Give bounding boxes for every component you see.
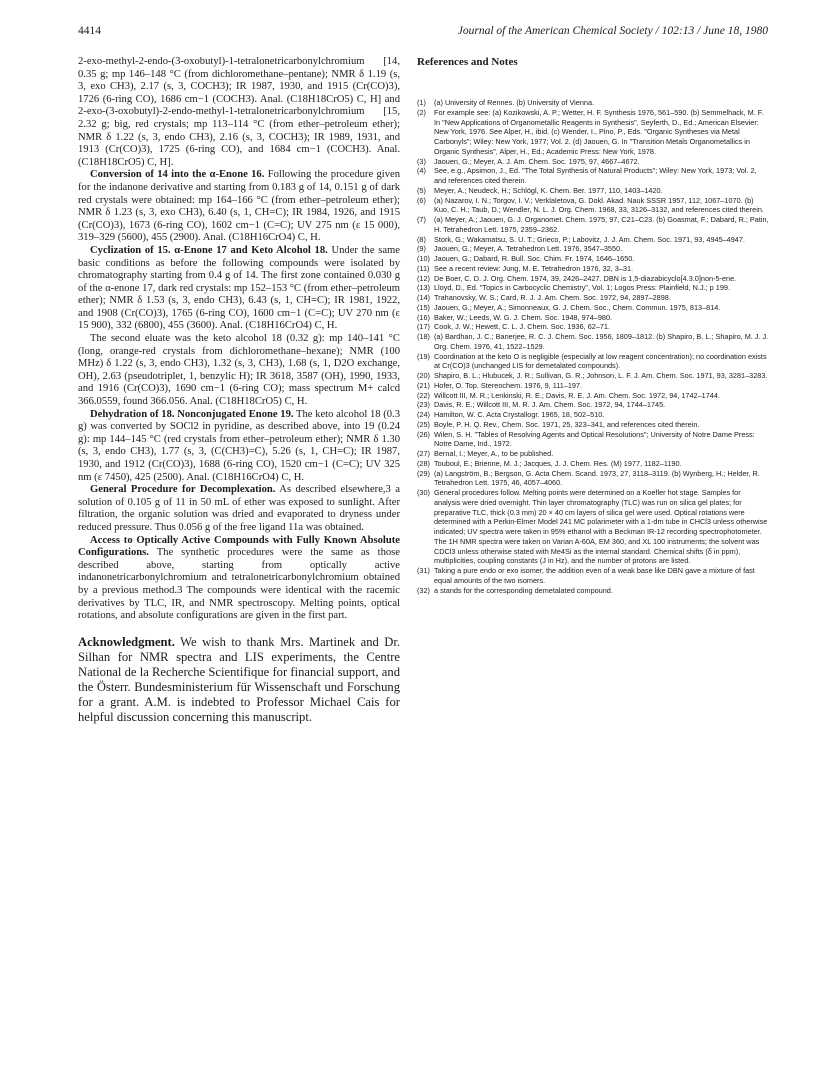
reference-item xyxy=(417,469,769,489)
reference-text: Baker, W.; Leeds, W. G. J. Chem. Soc. 1948, 974–980. xyxy=(434,312,613,322)
section-heading: Dehydration of 18. Nonconjugated Enone 19. xyxy=(90,408,294,420)
reference-text: Cook, J. W.; Hewett, C. L. J. Chem. Soc. 1936, 62–71. xyxy=(434,322,611,332)
reference-number: (10) xyxy=(417,254,430,263)
experimental-column xyxy=(78,56,400,725)
reference-item xyxy=(417,303,769,313)
reference-item xyxy=(417,322,769,332)
reference-number: (20) xyxy=(417,371,430,380)
page-number: 4414 xyxy=(78,25,101,37)
reference-text: Touboul, E.; Brienne, M. J.; Jacques, J. J. Chem. Res. (M) 1977, 1182–1190. xyxy=(434,458,682,468)
reference-number: (23) xyxy=(417,400,430,410)
reference-number: (29) xyxy=(417,468,430,478)
reference-number: (4) xyxy=(417,166,426,176)
reference-item xyxy=(417,566,769,586)
reference-item xyxy=(417,391,769,401)
reference-item xyxy=(417,166,769,186)
paragraph-text: The keto alcohol 18 (0.3 g) was converted by SOCl2 in pyridine, as described above, into 19 (0.24 g): mp 144–145 °C (red crystals from ether–petroleum ether); NMR δ 1.30 (s, 3, endo CH3), 1.77 (s, 3, (C(CH3)=C), 5.26 (s, 1, CH=C); IR 1987, 1930, and 1912 (Cr(CO)3), 1688 (6-ring CO), 1520 cm−1 (C=C); UV 325 nm (ε 7450), 425 (2500). Anal. (C18H16CrO4) C, H. xyxy=(78,408,400,483)
reference-number: (2) xyxy=(417,107,426,117)
reference-text: Willcott III, M. R.; Lenkinski, R. E.; Davis, R. E. J. Am. Chem. Soc. 1972, 94, 1742–1744. xyxy=(434,390,720,400)
reference-item xyxy=(417,410,769,420)
references-title: References and Notes xyxy=(417,56,518,68)
reference-text: Hamilton, W. C. Acta Crystallogr. 1965, 18, 502–510. xyxy=(434,410,605,419)
reference-text: Meyer, A.; Neudeck, H.; Schlögl, K. Chem. Ber. 1977, 110, 1403–1420. xyxy=(434,185,663,195)
reference-number: (19) xyxy=(417,351,430,361)
reference-item xyxy=(417,108,769,157)
reference-item xyxy=(417,244,769,254)
reference-item xyxy=(417,488,769,566)
reference-number: (6) xyxy=(417,195,426,205)
section-heading: General Procedure for Decomplexation. xyxy=(90,484,276,496)
reference-text: (a) Meyer, A.; Jaouen, G. J. Organomet. Chem. 1975, 97, C21–C23. (b) Goasmat, F.; Dabard, R.; Patin, H. Tetrahedron Lett. 1975, 2359–2362. xyxy=(434,215,769,234)
paragraph-optically-active xyxy=(78,535,400,623)
reference-text: Jaouen, G.; Meyer, A. J. Am. Chem. Soc. 1975, 97, 4667–4672. xyxy=(434,156,640,166)
reference-text: Lloyd, D., Ed. "Topics in Carbocyclic Chemistry", Vol. 1; Logos Press: Plainfield, N.J.; p 199. xyxy=(434,283,730,293)
reference-number: (1) xyxy=(417,98,426,107)
reference-text: See a recent review: Jung, M. E. Tetrahedron 1976, 32, 3–31. xyxy=(434,263,634,273)
reference-item xyxy=(417,157,769,167)
reference-item xyxy=(417,283,769,293)
reference-item xyxy=(417,586,769,596)
reference-item xyxy=(417,332,769,352)
reference-text: For example see: (a) Kozikowski, A. P.; Wetter, H. F. Synthesis 1976, 561–590. (b) Semmelhack, M. F. In "New Applications of Organometallic Reagents in Synthesis", Seyferth, D., Ed.; American Elsevier: New York, 1976. See Alper, H., ibid. (c) Wender, I., Pino, P., Eds. "Organic Syntheses via Metal Carbonyls"; Wiley: New York, 1977; Vol. 2. (d) Jaouen, G. In "Transition Metals Organometallics in Organic Synthesis", Alper, H., Ed.; Academic Press: New York, 1978. xyxy=(434,107,764,156)
reference-number: (15) xyxy=(417,302,430,312)
reference-text: Jaouen, G.; Meyer, A. Tetrahedron Lett. 1976, 3547–3550. xyxy=(434,244,623,254)
reference-number: (14) xyxy=(417,293,430,302)
reference-number: (13) xyxy=(417,283,430,293)
references-column xyxy=(417,56,769,595)
reference-item xyxy=(417,235,769,245)
reference-item xyxy=(417,293,769,303)
reference-number: (27) xyxy=(417,449,430,458)
reference-number: (18) xyxy=(417,332,430,341)
reference-text: Wilen, S. H. "Tables of Resolving Agents and Optical Resolutions"; University of Notre Dame Press: Notre Dame, Ind., 1972. xyxy=(434,429,755,449)
running-header xyxy=(78,25,768,43)
acknowledgment xyxy=(78,635,400,725)
paragraph-decomplexation xyxy=(78,484,400,534)
reference-number: (22) xyxy=(417,390,430,400)
paragraph-text: Under the same basic conditions as before the following compounds were isolated by chromatography starting from 0.4 g of 14. The first zone contained 0.030 g of the α-enone 17, dark red crystals: mp 152–153 °C (from ether–petroleum ether); NMR δ 1.53 (s, 3, endo CH3), 6.43 (s, 1, CH=C); IR 1981, 1922, and 1908 (Cr(CO)3), 1765 (6-ring CO), 1600 cm−1 (C=C); UV 270 nm (ε 15 900), 332 (6800), 455 (3600). Anal. (C18H16CrO4) C, H. xyxy=(78,244,401,332)
journal-citation: Journal of the American Chemical Society / 102:13 / June 18, 1980 xyxy=(457,25,768,37)
reference-text: Bernal, I.; Meyer, A., to be published. xyxy=(434,449,554,458)
reference-list xyxy=(417,98,769,595)
reference-number: (32) xyxy=(417,585,430,595)
reference-number: (31) xyxy=(417,566,430,575)
reference-item xyxy=(417,371,769,381)
reference-text: (a) Langström, B.; Bergson, G. Acta Chem. Scand. 1973, 27, 3118–3119. (b) Wynberg, H.; Helder, R. Tetrahedron Lett. 1975, 46, 4057–4060. xyxy=(434,468,760,488)
reference-item xyxy=(417,449,769,459)
reference-item xyxy=(417,352,769,372)
reference-number: (9) xyxy=(417,244,426,254)
reference-number: (28) xyxy=(417,458,430,468)
reference-text: General procedures follow. Melting points were determined on a Koefler hot stage. Samples for analysis were dried overnight. Thin layer chromatography (TLC) was run on silica gel plates; for preparative TLC, thick (0.3 mm) 20 × 40 cm layers of silica gel were used. Optical rotations were determined with a Perkin-Elmer Model 241 MC polarimeter with a 1-dm tube in CHCl3 unless otherwise indicated; UV spectra were taken in 95% ethanol with a Beckman IR-12 recording spectrophotometer. The 1H NMR spectra were taken on Varian A-60A, EM 360, and XL 100 instruments; the solvent was CDCl3 unless otherwise stated with Me4Si as the internal standard. Chemical shifts (δ in ppm), multiplicities, coupling constants (J in Hz), and the number of protons are listed. xyxy=(434,488,768,566)
reference-item xyxy=(417,420,769,430)
reference-item xyxy=(417,254,769,264)
reference-text: Taking a pure endo or exo isomer, the addition even of a weak base like DBN gave a mixture of fast equal amounts of the two isomers. xyxy=(434,566,755,585)
reference-item xyxy=(417,459,769,469)
reference-number: (16) xyxy=(417,312,430,322)
reference-item xyxy=(417,215,769,235)
acknowledgment-text: We wish to thank Mrs. Martinek and Dr. Silhan for NMR spectra and LIS experiments, the Centre National de la Recherche Scientifique for financial support, and the Österr. Bundesministerium für Wissenschaft und Forschung for a grant. A.M. is indebted to Professor Michael Cais for helpful discussion concerning this manuscript. xyxy=(78,634,401,724)
reference-number: (24) xyxy=(417,410,430,419)
reference-number: (11) xyxy=(417,263,430,273)
reference-number: (5) xyxy=(417,185,426,195)
reference-number: (3) xyxy=(417,156,426,166)
reference-text: a stands for the corresponding demetalated compound. xyxy=(434,585,613,595)
reference-item xyxy=(417,430,769,450)
paragraph-dehydration-18 xyxy=(78,409,400,485)
reference-number: (30) xyxy=(417,488,430,497)
paragraph-text: As described elsewhere,3 a solution of 0.105 g of 11 in 50 mL of ether was exposed to sunlight. After filtration, the organic solution was dried and evaporated to dryness under reduced pressure. Thus 0.056 g of the free ligand 11a was obtained. xyxy=(78,484,400,533)
reference-item xyxy=(417,196,769,216)
section-heading: Access to Optically Active Compounds with Fully Known Absolute Configurations. xyxy=(78,534,400,559)
paragraph-text: Following the procedure given for the indanone derivative and starting from 0.183 g of 14, 0.151 g of dark red crystals were obtained: mp 164–166 °C (from ether–petroleum ether); NMR δ 1.23 (s, 3, exo CH3), 6.40 (s, 1, CH=C); IR 1984, 1926, and 1915 (Cr(CO)3), 1673 (6-ring CO), 1602 cm−1 (C=C); UV 275 nm (ε 15 000), 319–329 (5600), 455 (2900). Anal. (C18H16CrO4) C, H. xyxy=(78,169,400,244)
paragraph-text: The synthetic procedures were the same as those described above, starting from optically active indanonetricarbonylchromium and tetralonetricarbonylchromium obtained by a previous method.3 The compounds were identical with the racemic derivatives by TLC, IR, and NMR spectroscopy. Melting points, optical rotations, and absolute configurations are given in the first part. xyxy=(78,547,400,622)
reference-number: (12) xyxy=(417,273,430,283)
reference-text: Jaouen, G.; Dabard, R. Bull. Soc. Chim. Fr. 1974, 1646–1650. xyxy=(434,254,635,263)
reference-text: (a) University of Rennes. (b) University of Vienna. xyxy=(434,98,595,107)
reference-number: (17) xyxy=(417,322,430,332)
acknowledgment-heading: Acknowledgment. xyxy=(78,634,175,649)
reference-text: Trahanovsky, W. S.; Card, R. J. J. Am. Chem. Soc. 1972, 94, 2897–2898. xyxy=(434,293,671,302)
reference-item xyxy=(417,264,769,274)
reference-text: Coordination at the keto O is negligible (especially at low reagent concentration); no coordination exists at Cr(CO)3 (unchanged LIS for demetalated compounds). xyxy=(434,351,767,371)
paragraph-conversion-14 xyxy=(78,169,400,245)
reference-text: (a) Bardhan, J. C.; Banerjee, R. C. J. Chem. Soc. 1956, 1809–1812. (b) Shapiro, B. L.; Shapiro, M. J. J. Org. Chem. 1976, 41, 1522–1529. xyxy=(434,332,769,351)
reference-number: (21) xyxy=(417,380,430,390)
reference-number: (8) xyxy=(417,234,426,244)
paragraph-cyclization-15 xyxy=(78,245,400,333)
reference-text: Jaouen, G.; Meyer, A.; Simonneaux, G. J. Chem. Soc., Chem. Commun. 1975, 813–814. xyxy=(434,302,721,312)
section-heading: Cyclization of 15. α-Enone 17 and Keto Alcohol 18. xyxy=(90,244,328,256)
reference-text: Davis, R. E.; Willcott III, M. R. J. Am. Chem. Soc. 1972, 94, 1744–1745. xyxy=(434,400,666,410)
reference-item xyxy=(417,400,769,410)
reference-text: Shapiro, B. L.; Hlubucek, J. R.; Sullivan, G. R.; Johnson, L. F. J. Am. Chem. Soc. 1971, 93, 3281–3283. xyxy=(434,371,768,380)
reference-item xyxy=(417,186,769,196)
paragraph-keto-alcohol-18: The second eluate was the keto alcohol 18 (0.32 g): mp 140–141 °C (long, orange-red crystals from dichloromethane–hexane); NMR (100 MHz) δ 1.22 (s, 3, endo CH3), 1.32 (s, 3, CH3), 1.68 (s, 1, D2O exchange, OH), 2.63 (pseudotriplet, 1, benzylic H); IR 3618, 3587 (OH), 1990, 1933, and 1916 (Cr(CO)3), 1690 cm−1 (6-ring CO); mass spectrum M+ calcd 366.0559, found 366.056. Anal. (C18H18CrO5) C, H. xyxy=(78,333,400,408)
section-heading: Conversion of 14 into the α-Enone 16. xyxy=(90,169,265,181)
reference-text: Boyle, P. H. Q. Rev., Chem. Soc. 1971, 25, 323–341, and references cited therein. xyxy=(434,419,700,429)
reference-text: See, e.g., Apsimon, J., Ed. "The Total Synthesis of Natural Products"; Wiley: New York, 1973; Vol. 2, and references cited therein. xyxy=(434,166,757,185)
reference-text: Stork, G.; Wakamatsu, S. U. T.; Grieco, P.; Labovitz, J. J. Am. Chem. Soc. 1971, 93, 4945–4947. xyxy=(434,234,745,244)
reference-number: (26) xyxy=(417,429,430,439)
reference-item xyxy=(417,98,769,108)
reference-text: Hofer, O. Top. Stereochem. 1976, 9, 111–197. xyxy=(434,380,583,390)
paragraph-compounds-14-15: 2-exo-methyl-2-endo-(3-oxobutyl)-1-tetralonetricarbonylchromium [14, 0.35 g; mp 146–148 °C (from dichloromethane–pentane); NMR δ 1.19 (s, 3, exo CH3), 2.17 (s, 3, COCH3); IR 1987, 1930, and 1915 (Cr(CO)3), 1726 (6-ring CO), 1686 cm−1 (COCH3). Anal. (C18H18CrO5) C, H] and 2-exo-(3-oxobutyl)-2-endo-methyl-1-tetralonetricarbonylchromium [15, 2.32 g; big, red crystals; mp 113–114 °C (from ether–petroleum ether); NMR δ 1.22 (s, 3, endo CH3), 2.16 (s, 3, COCH3); IR 1989, 1931, and 1913 (Cr(CO)3), 1725 (6-ring CO), and 1684 cm−1 (COCH3). Anal. (C18H18CrO5) C, H]. xyxy=(78,56,400,168)
reference-item xyxy=(417,313,769,323)
reference-number: (25) xyxy=(417,419,430,429)
reference-number: (7) xyxy=(417,215,426,224)
reference-text: De Boer, C. D. J. Org. Chem. 1974, 39, 2426–2427. DBN is 1,5-diazabicyclo[4.3.0]non-5-ene. xyxy=(434,273,737,283)
reference-item xyxy=(417,274,769,284)
reference-text: (a) Nazarov, I. N.; Torgov, I. V.; Verklaletova, G. Dokl. Akad. Nauk SSSR 1957, 112, 1067–1070. (b) Kuo, C. H.; Taub, D.; Wendler, N. L. J. Org. Chem. 1968, 33, 3126–3132, and references cited therein. xyxy=(434,195,764,215)
reference-item xyxy=(417,381,769,391)
